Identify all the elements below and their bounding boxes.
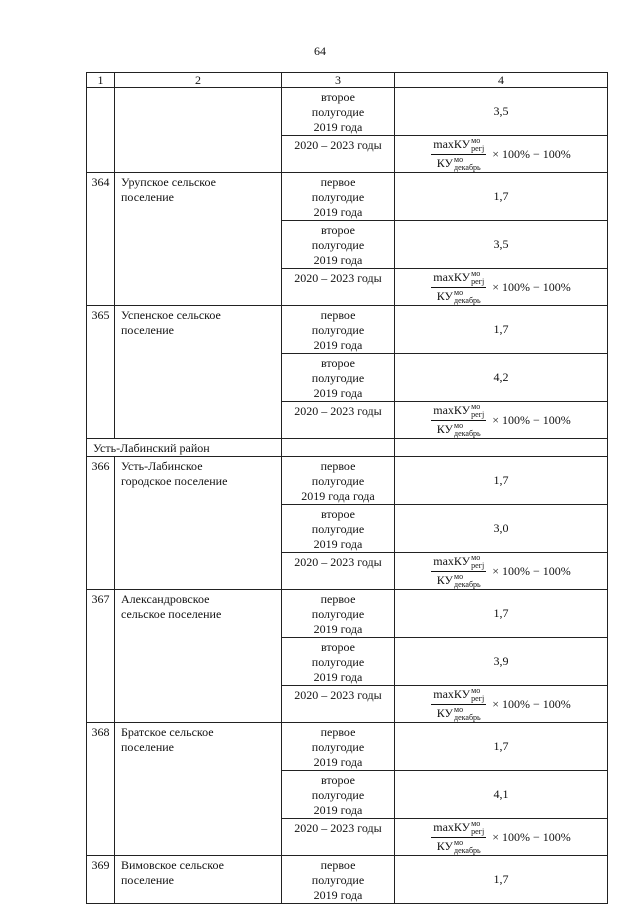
period-cell: второе полугодие 2019 года (282, 354, 395, 402)
formula-tail: × 100% − 100% (492, 412, 571, 427)
formula-denominator (435, 838, 483, 855)
row-number: 365 (87, 306, 115, 439)
value-cell: 4,2 (395, 354, 608, 402)
value-cell: 1,7 (395, 173, 608, 221)
settlement-name: Урупское сельское поселение (115, 173, 282, 306)
row-number: 369 (87, 856, 115, 904)
period-cell: второе полугодие 2019 года (282, 638, 395, 686)
empty-cell (395, 439, 608, 457)
numerator-sub: регj (471, 143, 485, 153)
period-cell: 2020 – 2023 годы (282, 136, 395, 173)
formula-numerator (431, 554, 486, 572)
numerator-indices (471, 403, 484, 419)
denominator-sup: мо (454, 420, 464, 430)
region-name: Усть-Лабинский район (87, 439, 282, 457)
numerator-main: maxКУ (433, 819, 471, 834)
table-row (87, 856, 608, 904)
denominator-sup: мо (454, 571, 464, 581)
page-number: 64 (314, 44, 326, 58)
denominator-indices (454, 573, 481, 589)
period-cell: 2020 – 2023 годы (282, 686, 395, 723)
numerator-sub: регj (471, 276, 485, 286)
formula-numerator (431, 820, 486, 838)
table-row (87, 590, 608, 638)
denominator-sup: мо (454, 837, 464, 847)
table-row (87, 457, 608, 505)
numerator-main: maxКУ (433, 269, 471, 284)
period-cell: первое полугодие 2019 года года (282, 457, 395, 505)
formula-numerator (431, 687, 486, 705)
numerator-indices (471, 687, 484, 703)
period-cell: первое полугодие 2019 года (282, 173, 395, 221)
growth-formula (395, 687, 607, 722)
denominator-indices (454, 156, 481, 172)
denominator-sub: декабрь (454, 845, 481, 855)
header-cell-3: 3 (282, 73, 395, 88)
region-row (87, 439, 608, 457)
period-cell: второе полугодие 2019 года (282, 771, 395, 819)
formula-tail: × 100% − 100% (492, 146, 571, 161)
numerator-sub: регj (471, 409, 485, 419)
denominator-main: КУ (436, 838, 454, 853)
formula-cell (395, 553, 608, 590)
numerator-sub: регj (471, 826, 485, 836)
formula-fraction (431, 687, 486, 722)
value-cell: 3,0 (395, 505, 608, 553)
numerator-indices (471, 820, 484, 836)
numerator-sup: мо (471, 401, 481, 411)
header-cell-2: 2 (115, 73, 282, 88)
settlement-name (115, 88, 282, 173)
formula-tail: × 100% − 100% (492, 279, 571, 294)
settlement-name: Усть-Лабинское городское поселение (115, 457, 282, 590)
period-cell: второе полугодие 2019 года (282, 88, 395, 136)
period-cell: 2020 – 2023 годы (282, 819, 395, 856)
numerator-indices (471, 554, 484, 570)
denominator-sup: мо (454, 704, 464, 714)
row-number: 364 (87, 173, 115, 306)
value-cell: 1,7 (395, 856, 608, 904)
settlement-name: Братское сельское поселение (115, 723, 282, 856)
numerator-main: maxКУ (433, 402, 471, 417)
formula-cell (395, 402, 608, 439)
formula-fraction (431, 820, 486, 855)
denominator-main: КУ (436, 572, 454, 587)
denominator-main: КУ (436, 705, 454, 720)
empty-cell (282, 439, 395, 457)
formula-numerator (431, 137, 486, 155)
row-number: 366 (87, 457, 115, 590)
numerator-indices (471, 137, 484, 153)
header-row (87, 73, 608, 88)
formula-denominator (435, 572, 483, 589)
denominator-main: КУ (436, 421, 454, 436)
denominator-sub: декабрь (454, 712, 481, 722)
period-cell: первое полугодие 2019 года (282, 306, 395, 354)
denominator-indices (454, 839, 481, 855)
growth-formula (395, 270, 607, 305)
denominator-indices (454, 706, 481, 722)
growth-formula (395, 554, 607, 589)
denominator-sub: декабрь (454, 428, 481, 438)
denominator-main: КУ (436, 288, 454, 303)
period-cell: 2020 – 2023 годы (282, 402, 395, 439)
period-cell: 2020 – 2023 годы (282, 553, 395, 590)
numerator-sup: мо (471, 818, 481, 828)
numerator-sup: мо (471, 135, 481, 145)
value-cell: 1,7 (395, 723, 608, 771)
settlement-name: Успенское сельское поселение (115, 306, 282, 439)
table-row (87, 723, 608, 771)
numerator-main: maxКУ (433, 553, 471, 568)
formula-fraction (431, 270, 486, 305)
formula-denominator (435, 421, 483, 438)
header-cell-4: 4 (395, 73, 608, 88)
denominator-sub: декабрь (454, 579, 481, 589)
growth-formula (395, 820, 607, 855)
formula-fraction (431, 554, 486, 589)
period-cell: второе полугодие 2019 года (282, 505, 395, 553)
settlement-name: Вимовское сельское поселение (115, 856, 282, 904)
value-cell: 3,5 (395, 221, 608, 269)
period-cell: первое полугодие 2019 года (282, 590, 395, 638)
header-cell-1: 1 (87, 73, 115, 88)
formula-denominator (435, 705, 483, 722)
denominator-sub: декабрь (454, 162, 481, 172)
period-cell: 2020 – 2023 годы (282, 269, 395, 306)
numerator-sup: мо (471, 268, 481, 278)
formula-tail: × 100% − 100% (492, 696, 571, 711)
denominator-main: КУ (436, 155, 454, 170)
numerator-sub: регj (471, 693, 485, 703)
value-cell: 1,7 (395, 457, 608, 505)
formula-fraction (431, 403, 486, 438)
growth-formula (395, 403, 607, 438)
formula-numerator (431, 270, 486, 288)
value-cell: 1,7 (395, 306, 608, 354)
formula-tail: × 100% − 100% (492, 563, 571, 578)
formula-fraction (431, 137, 486, 172)
denominator-indices (454, 289, 481, 305)
numerator-sup: мо (471, 685, 481, 695)
formula-cell (395, 269, 608, 306)
numerator-sup: мо (471, 552, 481, 562)
value-cell: 3,5 (395, 88, 608, 136)
formula-denominator (435, 155, 483, 172)
denominator-indices (454, 422, 481, 438)
numerator-main: maxКУ (433, 136, 471, 151)
value-cell: 4,1 (395, 771, 608, 819)
row-number: 368 (87, 723, 115, 856)
row-number (87, 88, 115, 173)
settlement-name: Александровское сельское поселение (115, 590, 282, 723)
formula-cell (395, 686, 608, 723)
value-cell: 1,7 (395, 590, 608, 638)
tariff-table (86, 72, 608, 904)
period-cell: второе полугодие 2019 года (282, 221, 395, 269)
formula-tail: × 100% − 100% (492, 829, 571, 844)
table-row (87, 306, 608, 354)
formula-cell (395, 819, 608, 856)
denominator-sup: мо (454, 287, 464, 297)
numerator-sub: регj (471, 560, 485, 570)
period-cell: первое полугодие 2019 года (282, 723, 395, 771)
denominator-sub: декабрь (454, 295, 481, 305)
denominator-sup: мо (454, 154, 464, 164)
formula-cell (395, 136, 608, 173)
table-row (87, 88, 608, 136)
growth-formula (395, 137, 607, 172)
formula-denominator (435, 288, 483, 305)
formula-numerator (431, 403, 486, 421)
numerator-indices (471, 270, 484, 286)
row-number: 367 (87, 590, 115, 723)
value-cell: 3,9 (395, 638, 608, 686)
period-cell: первое полугодие 2019 года (282, 856, 395, 904)
table-row (87, 173, 608, 221)
numerator-main: maxКУ (433, 686, 471, 701)
